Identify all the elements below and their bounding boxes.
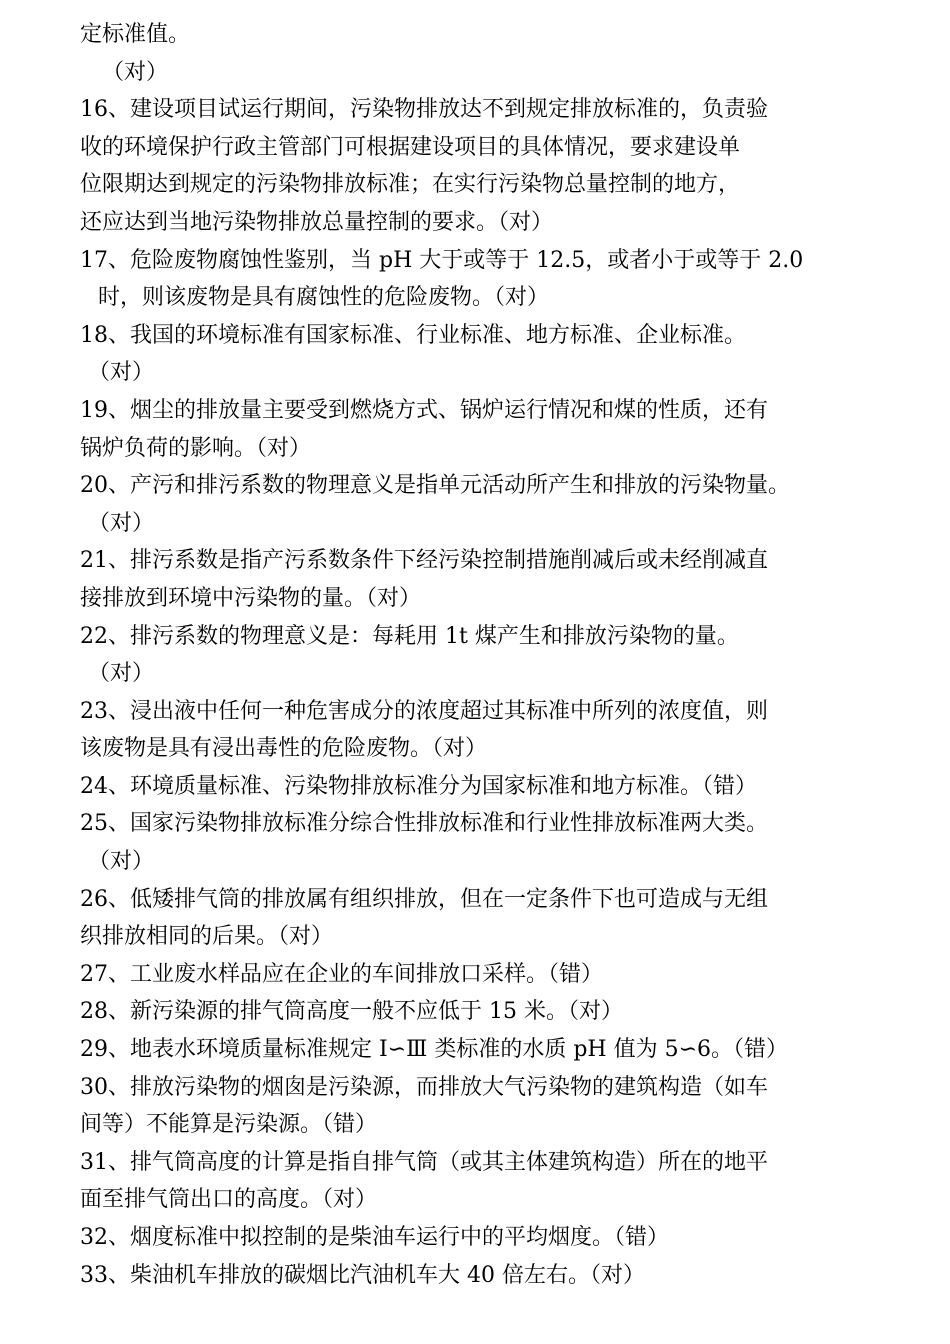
text-line: 29、地表水环境质量标准规定 I∽Ⅲ 类标准的水质 pH 值为 5∽6。（错） <box>80 1037 788 1063</box>
text-line: 面至排气筒出口的高度。（对） <box>80 1187 378 1213</box>
text-line: 33、柴油机车排放的碳烟比汽油机车大 40 倍左右。（对） <box>80 1262 645 1288</box>
text-line: （对） <box>88 849 155 875</box>
text-line: 27、工业废水样品应在企业的车间排放口采样。（错） <box>80 961 603 987</box>
text-line: 26、低矮排气筒的排放属有组织排放，但在一定条件下也可造成与无组 <box>80 886 768 912</box>
text-line: （对） <box>88 510 155 536</box>
text-line: 该废物是具有浸出毒性的危险废物。（对） <box>80 736 488 762</box>
text-line: 间等）不能算是污染源。（错） <box>80 1112 378 1138</box>
text-line: 位限期达到规定的污染物排放标准；在实行污染物总量控制的地方， <box>80 172 741 198</box>
document-page <box>80 16 880 1294</box>
text-line: 21、排污系数是指产污系数条件下经污染控制措施削减后或未经削减直 <box>80 548 768 574</box>
text-line: （对） <box>102 59 169 85</box>
text-line: 22、排污系数的物理意义是：每耗用 1t 煤产生和排放污染物的量。 <box>80 623 739 649</box>
document-body <box>80 16 880 1294</box>
text-line: 32、烟度标准中拟控制的是柴油车运行中的平均烟度。（错） <box>80 1225 669 1250</box>
text-line: 接排放到环境中污染物的量。（对） <box>80 585 422 611</box>
text-line: 16、建设项目试运行期间，污染物排放达不到规定排放标准的，负责验 <box>80 97 768 123</box>
text-line: 织排放相同的后果。（对） <box>80 924 334 950</box>
text-line: 18、我国的环境标准有国家标准、行业标准、地方标准、企业标准。 <box>80 322 746 348</box>
text-line: 定标准值。 <box>80 22 191 47</box>
text-line: 23、浸出液中任何一种危害成分的浓度超过其标准中所列的浓度值，则 <box>80 698 768 724</box>
text-line: 收的环境保护行政主管部门可根据建设项目的具体情况，要求建设单 <box>80 134 741 160</box>
text-line: 31、排气筒高度的计算是指自排气筒（或其主体建筑构造）所在的地平 <box>80 1149 768 1175</box>
text-line: 24、环境质量标准、污染物排放标准分为国家标准和地方标准。（错） <box>80 773 757 799</box>
text-line: 还应达到当地污染物排放总量控制的要求。（对） <box>80 209 554 235</box>
text-line: （对） <box>88 661 155 687</box>
text-line: 28、新污染源的排气筒高度一般不应低于 15 米。（对） <box>80 999 623 1025</box>
text-line: 时，则该废物是具有腐蚀性的危险废物。（对） <box>98 285 550 311</box>
text-line: 17、危险废物腐蚀性鉴别，当 pH 大于或等于 12.5，或者小于或等于 2.0 <box>80 247 804 273</box>
text-line: 19、烟尘的排放量主要受到燃烧方式、锅炉运行情况和煤的性质，还有 <box>80 397 768 423</box>
text-line: 30、排放污染物的烟囱是污染源，而排放大气污染物的建筑构造（如车 <box>80 1074 768 1100</box>
text-line: 25、国家污染物排放标准分综合性排放标准和行业性排放标准两大类。 <box>80 811 768 837</box>
text-line: 锅炉负荷的影响。（对） <box>80 435 312 461</box>
text-line: 20、产污和排污系数的物理意义是指单元活动所产生和排放的污染物量。 <box>80 473 790 499</box>
text-line: （对） <box>88 360 155 386</box>
